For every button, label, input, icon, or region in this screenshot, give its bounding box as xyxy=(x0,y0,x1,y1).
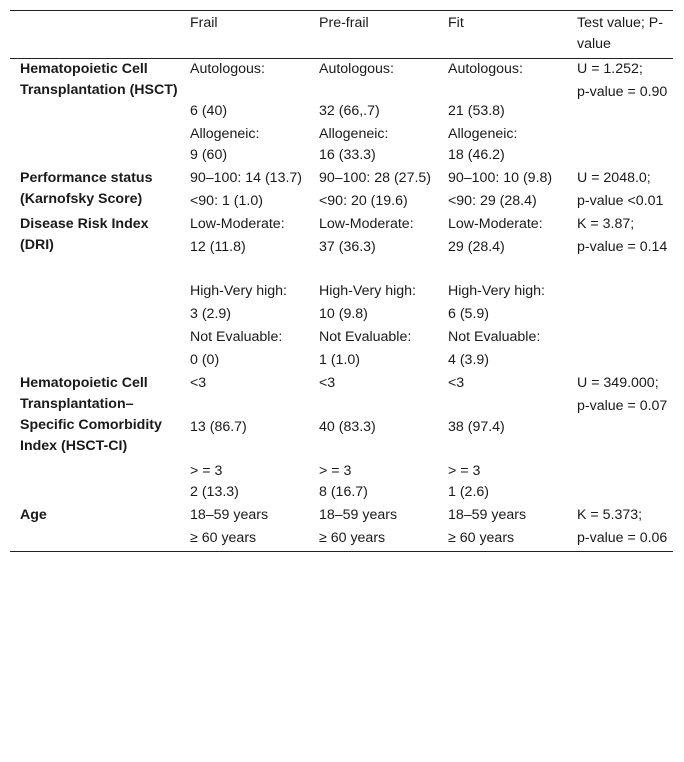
cell-line: ≥ 60 years xyxy=(190,530,257,546)
cell-line: Low-Moderate: xyxy=(319,216,414,232)
cell-line: 1 (1.0) xyxy=(319,352,361,368)
cell-fit xyxy=(448,373,577,505)
cell-line: <90: 20 (19.6) xyxy=(319,193,408,209)
cell-prefrail xyxy=(319,214,448,373)
cell-line: 9 (60) xyxy=(190,147,228,163)
cell-line: Autologous: xyxy=(319,61,394,77)
header-test-value: Test value; P-value xyxy=(577,15,663,52)
cell-line: > = 3 xyxy=(319,463,352,479)
cell-line: 90–100: 28 (27.5) xyxy=(319,170,432,186)
cell-line: p-value = 0.90 xyxy=(577,84,668,100)
cell-line: 6 (5.9) xyxy=(448,306,490,322)
header-frail: Frail xyxy=(190,15,218,31)
cell-line: K = 3.87; xyxy=(577,216,635,232)
cell-line: p-value = 0.07 xyxy=(577,398,668,414)
cell-line: 18–59 years xyxy=(319,507,398,523)
cell-line: <3 xyxy=(190,375,207,391)
cell-line: Allogeneic: xyxy=(190,126,260,142)
cell-line: 12 (11.8) xyxy=(190,239,246,255)
cell-line: 29 (28.4) xyxy=(448,239,505,255)
cell-line: K = 5.373; xyxy=(577,507,643,523)
cell-line: U = 349.000; xyxy=(577,375,659,391)
cell-line: 38 (97.4) xyxy=(448,419,505,435)
cell-line: 13 (86.7) xyxy=(190,419,247,435)
cell-test xyxy=(577,59,673,169)
row-label: Disease Risk Index (DRI) xyxy=(20,216,149,253)
frailty-comparison-table xyxy=(10,10,673,552)
cell-test xyxy=(577,168,673,214)
cell-fit xyxy=(448,505,577,552)
cell-line: Not Evaluable: xyxy=(319,329,412,345)
cell-line: 16 (33.3) xyxy=(319,147,376,163)
cell-line: 40 (83.3) xyxy=(319,419,376,435)
cell-line: 8 (16.7) xyxy=(319,484,368,500)
cell-line: 90–100: 10 (9.8) xyxy=(448,170,553,186)
cell-frail xyxy=(190,373,319,505)
cell-line: 0 (0) xyxy=(190,352,220,368)
cell-line: Autologous: xyxy=(190,61,265,77)
cell-line: U = 1.252; xyxy=(577,61,643,77)
cell-line: Low-Moderate: xyxy=(190,216,285,232)
cell-fit xyxy=(448,214,577,373)
cell-fit xyxy=(448,168,577,214)
cell-line: ≥ 60 years xyxy=(448,530,515,546)
table-row-hsct xyxy=(10,59,673,169)
cell-line: 90–100: 14 (13.7) xyxy=(190,170,303,186)
cell-line: ≥ 60 years xyxy=(319,530,386,546)
cell-line: 6 (40) xyxy=(190,103,228,119)
cell-prefrail xyxy=(319,505,448,552)
cell-line: Low-Moderate: xyxy=(448,216,543,232)
row-label: Performance status (Karnofsky Score) xyxy=(20,170,153,207)
cell-line: 21 (53.8) xyxy=(448,103,505,119)
cell-line: 10 (9.8) xyxy=(319,306,368,322)
cell-line: Allogeneic: xyxy=(319,126,389,142)
cell-line: 18 (46.2) xyxy=(448,147,505,163)
table-row-performance-status xyxy=(10,168,673,214)
cell-prefrail xyxy=(319,168,448,214)
row-label: Hematopoietic Cell Transplantation (HSCT) xyxy=(20,61,178,98)
cell-line: <3 xyxy=(319,375,336,391)
cell-line: > = 3 xyxy=(190,463,223,479)
header-fit: Fit xyxy=(448,15,464,31)
table-row-hsct-ci xyxy=(10,373,673,505)
table-header-row xyxy=(10,11,673,59)
cell-line: High-Very high: xyxy=(190,283,287,299)
cell-line: p-value = 0.06 xyxy=(577,530,668,546)
cell-line: 37 (36.3) xyxy=(319,239,376,255)
cell-frail xyxy=(190,59,319,169)
cell-test xyxy=(577,505,673,552)
cell-test xyxy=(577,214,673,373)
cell-frail xyxy=(190,214,319,373)
cell-line: Autologous: xyxy=(448,61,523,77)
cell-line: p-value = 0.14 xyxy=(577,239,668,255)
cell-line: 4 (3.9) xyxy=(448,352,490,368)
cell-line: 32 (66,.7) xyxy=(319,103,380,119)
cell-line: <3 xyxy=(448,375,465,391)
cell-line: High-Very high: xyxy=(448,283,545,299)
row-label: Age xyxy=(20,507,47,523)
cell-prefrail xyxy=(319,373,448,505)
cell-frail xyxy=(190,168,319,214)
cell-line: 18–59 years xyxy=(448,507,527,523)
cell-test xyxy=(577,373,673,505)
header-empty-cell xyxy=(10,11,190,59)
header-prefrail: Pre-frail xyxy=(319,15,369,31)
cell-prefrail xyxy=(319,59,448,169)
cell-line: Allogeneic: xyxy=(448,126,518,142)
row-label: Hematopoietic Cell Transplantation–Specific Comorbidity Index (HSCT-CI) xyxy=(20,375,162,454)
cell-line: High-Very high: xyxy=(319,283,416,299)
cell-line: 1 (2.6) xyxy=(448,484,490,500)
table-row-age xyxy=(10,505,673,552)
cell-line: <90: 1 (1.0) xyxy=(190,193,263,209)
cell-fit xyxy=(448,59,577,169)
cell-line: 2 (13.3) xyxy=(190,484,239,500)
cell-line: Not Evaluable: xyxy=(448,329,541,345)
table-row-dri xyxy=(10,214,673,373)
cell-line: 18–59 years xyxy=(190,507,269,523)
cell-line: U = 2048.0; xyxy=(577,170,651,186)
cell-line: 3 (2.9) xyxy=(190,306,232,322)
cell-line: Not Evaluable: xyxy=(190,329,283,345)
cell-frail xyxy=(190,505,319,552)
cell-line: > = 3 xyxy=(448,463,481,479)
cell-line: p-value <0.01 xyxy=(577,193,664,209)
cell-line: <90: 29 (28.4) xyxy=(448,193,537,209)
